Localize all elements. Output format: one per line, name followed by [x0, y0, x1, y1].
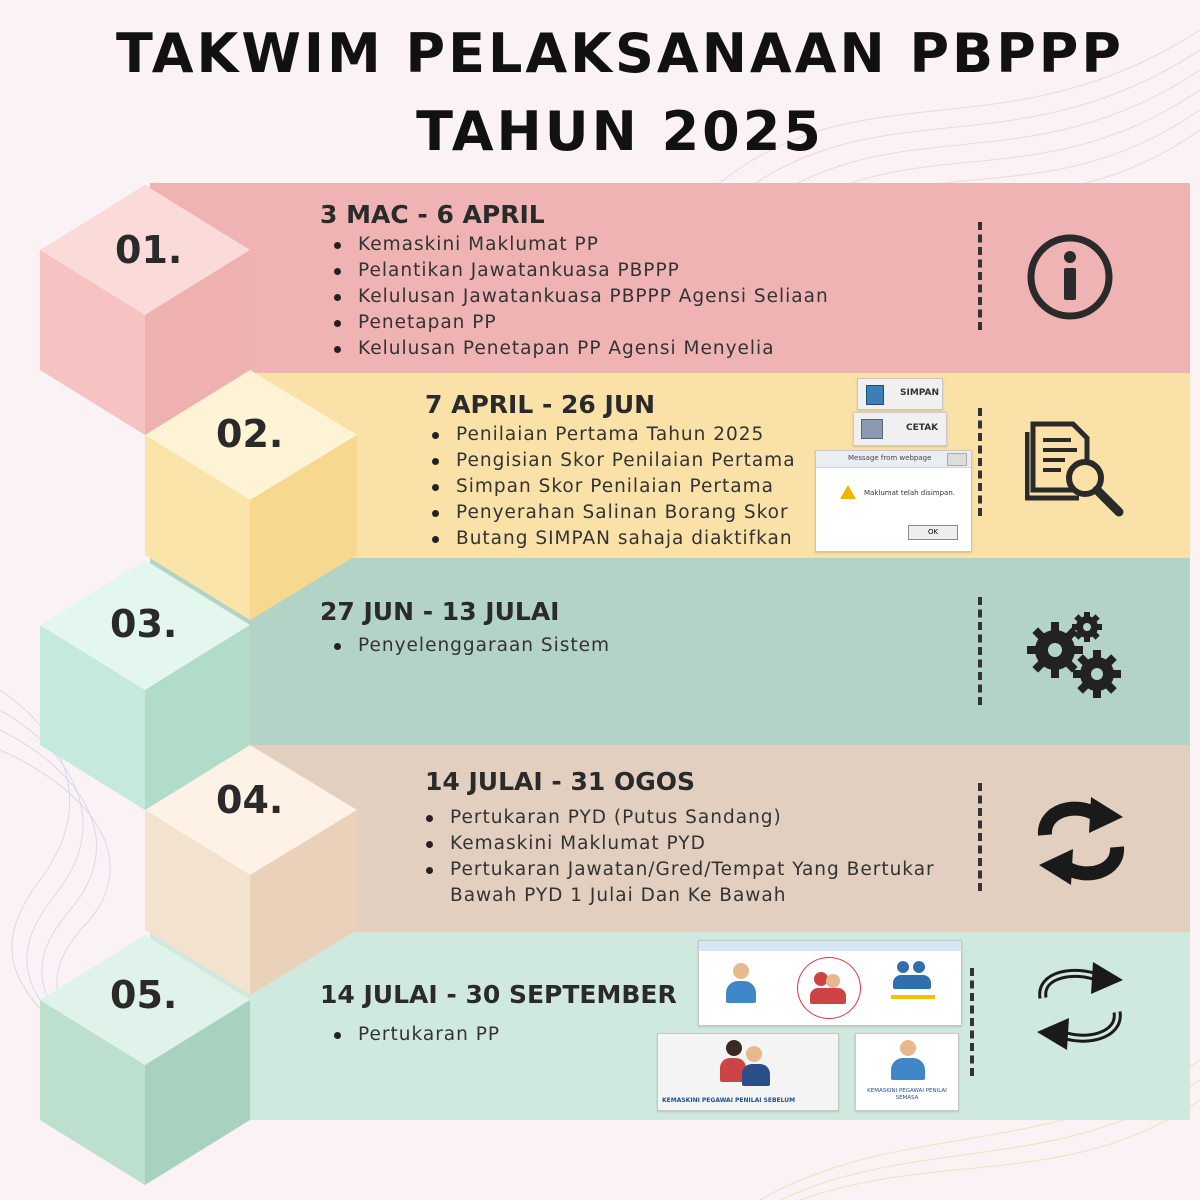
step-2-date: 7 APRIL - 26 JUN: [425, 390, 656, 419]
list-item: Pertukaran PP: [330, 1022, 500, 1048]
list-item: Kemaskini Maklumat PYD: [422, 831, 935, 857]
list-item: Penilaian Pertama Tahun 2025: [428, 422, 796, 448]
person-icon: [721, 959, 761, 1011]
step-5-list: [330, 1022, 500, 1048]
step-1-number: 01.: [115, 228, 183, 272]
divider: [978, 222, 982, 330]
divider: [978, 597, 982, 705]
document-search-icon: [1025, 418, 1125, 520]
message-dialog-screenshot: [815, 450, 972, 552]
person-icon: [886, 1040, 930, 1084]
step-4-number: 04.: [216, 778, 284, 822]
group-icon: [889, 957, 937, 1009]
list-item: Kelulusan Penetapan PP Agensi Menyelia: [330, 336, 829, 362]
info-icon: [1025, 232, 1115, 322]
cetak-label: CETAK: [906, 423, 939, 433]
list-item: Simpan Skor Penilaian Pertama: [428, 474, 796, 500]
people-icon: [716, 1038, 776, 1088]
list-item: Kelulusan Jawatankuasa PBPPP Agensi Seliaan: [330, 284, 829, 310]
step-2-number: 02.: [216, 412, 284, 456]
kemaskini-semasa-label: KEMASKINI PEGAWAI PENILAI SEMASA: [867, 1088, 947, 1101]
warning-icon: [840, 485, 856, 499]
kemaskini-pp-semasa-screenshot: [855, 1033, 959, 1111]
simpan-button-screenshot: [857, 378, 943, 410]
close-icon: [947, 453, 967, 466]
list-item: Pengisian Skor Penilaian Pertama: [428, 448, 796, 474]
dialog-title: Message from webpage: [848, 454, 932, 462]
people-icon: [797, 957, 861, 1019]
step-5-date: 14 JULAI - 30 SEPTEMBER: [320, 980, 677, 1009]
list-item: Pelantikan Jawatankuasa PBPPP: [330, 258, 829, 284]
divider: [970, 968, 974, 1076]
dialog-ok-button: OK: [908, 525, 958, 540]
kemaskini-pp-sebelum-screenshot: [657, 1033, 839, 1111]
dialog-message: Maklumat telah disimpan.: [864, 489, 955, 497]
step-3-number: 03.: [110, 602, 178, 646]
list-item: Kemaskini Maklumat PP: [330, 232, 829, 258]
page-title: TAKWIM PELAKSANAAN PBPPP: [116, 22, 1124, 85]
list-item: Pertukaran Jawatan/Gred/Tempat Yang Bertukar: [422, 857, 935, 883]
list-item: Pertukaran PYD (Putus Sandang): [422, 805, 935, 831]
step-4-date: 14 JULAI - 31 OGOS: [425, 767, 695, 796]
sync-arrows-icon: [1035, 793, 1127, 889]
divider: [978, 783, 982, 891]
step-1-date: 3 MAC - 6 APRIL: [320, 200, 545, 229]
gears-icon: [1025, 612, 1125, 702]
cetak-button-screenshot: [853, 412, 947, 446]
list-item-continuation: Bawah PYD 1 Julai Dan Ke Bawah: [450, 885, 787, 906]
step-3-date: 27 JUN - 13 JULAI: [320, 597, 560, 626]
exchange-arrows-icon: [1035, 958, 1125, 1054]
pertukaran-pp-screenshot: [698, 940, 962, 1026]
kemaskini-sebelum-label: KEMASKINI PEGAWAI PENILAI SEBELUM: [662, 1097, 796, 1104]
step-3-list: [330, 633, 610, 659]
printer-icon: [861, 419, 883, 439]
simpan-label: SIMPAN: [900, 388, 940, 398]
list-item: Penetapan PP: [330, 310, 829, 336]
step-4-list: [422, 805, 935, 909]
step-2-list: [428, 422, 796, 552]
divider: [978, 408, 982, 516]
step-1-list: [330, 232, 829, 362]
list-item: Butang SIMPAN sahaja diaktifkan: [428, 526, 796, 552]
list-item: Penyelenggaraan Sistem: [330, 633, 610, 659]
save-icon: [866, 385, 884, 405]
page-subtitle: TAHUN 2025: [416, 100, 824, 163]
step-5-number: 05.: [110, 973, 178, 1017]
list-item: Penyerahan Salinan Borang Skor: [428, 500, 796, 526]
